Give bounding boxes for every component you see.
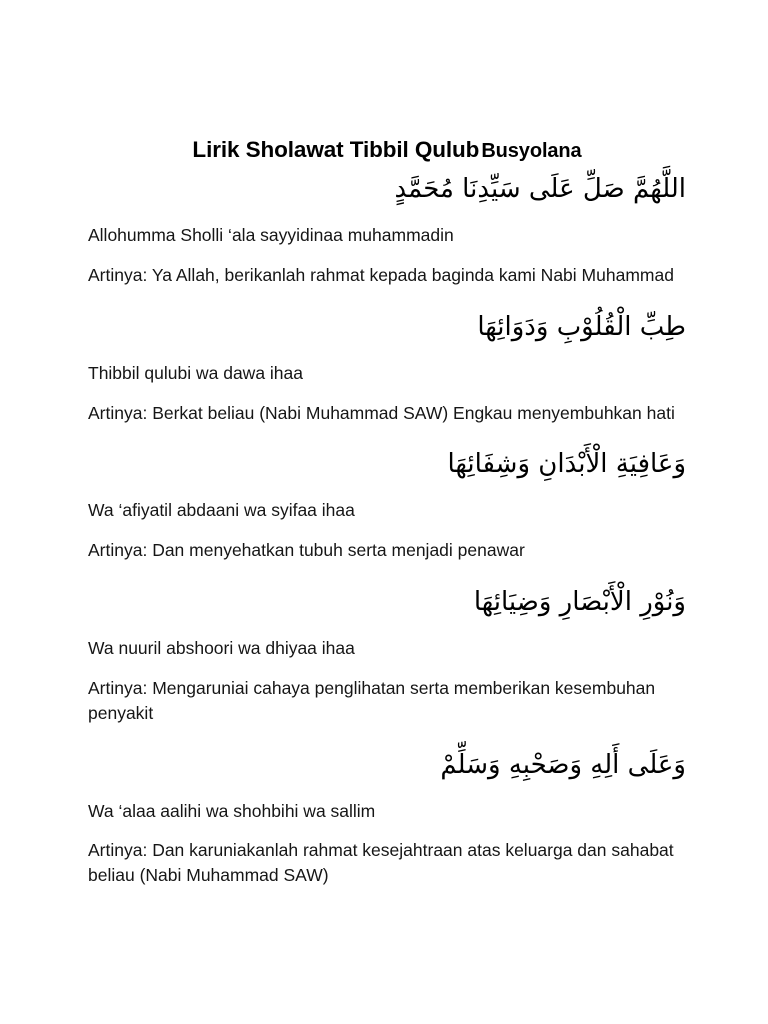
meaning-line: Artinya: Ya Allah, berikanlah rahmat kepada baginda kami Nabi Muhammad (88, 264, 674, 285)
meaning-line: Artinya: Dan karuniakanlah rahmat kesejahtraan atas keluarga dan sahabat beliau (Nabi Muhammad SAW) (88, 840, 674, 886)
verse-block (88, 746, 686, 889)
arabic-line: وَعَافِيَةِ الْأَبْدَانِ وَشِفَائِهَا (447, 449, 686, 480)
transliteration-line: Allohumma Sholli ‘ala sayyidinaa muhammadin (88, 225, 454, 245)
meaning-line: Artinya: Berkat beliau (Nabi Muhammad SAW) Engkau menyembuhkan hati (88, 402, 675, 423)
meaning-line: Artinya: Mengaruniai cahaya penglihatan serta memberikan kesembuhan penyakit (88, 677, 656, 723)
transliteration-line: Wa ‘alaa aalihi wa shohbihi wa sallim (88, 800, 376, 821)
meaning-line: Artinya: Dan menyehatkan tubuh serta menjadi penawar (88, 540, 525, 561)
arabic-line: اللَّهُمَّ صَلِّ عَلَى سَيِّدِنَا مُحَمَّدٍ (394, 174, 686, 204)
page-title-main: Lirik Sholawat Tibbil Qulub (192, 137, 480, 162)
page-title-sub: Busyolana (481, 140, 582, 162)
transliteration-line: Wa nuuril abshoori wa dhiyaa ihaa (88, 638, 355, 659)
transliteration-line: Wa ‘afiyatil abdaani wa syifaa ihaa (88, 500, 355, 521)
arabic-line: طِبِّ الْقُلُوْبِ وَدَوَائِهَا (477, 311, 686, 342)
page-title (88, 126, 686, 166)
verse-block (88, 583, 686, 726)
transliteration-line: Thibbil qulubi wa dawa ihaa (88, 362, 303, 383)
arabic-line: وَنُوْرِ الْأَبْصَارِ وَضِيَائِهَا (473, 587, 686, 618)
verse-block (88, 308, 686, 426)
arabic-line: وَعَلَى أَلِهِ وَصَحْبِهِ وَسَلِّمْ (440, 749, 686, 780)
verse-block (88, 170, 686, 288)
verse-block (88, 445, 686, 563)
